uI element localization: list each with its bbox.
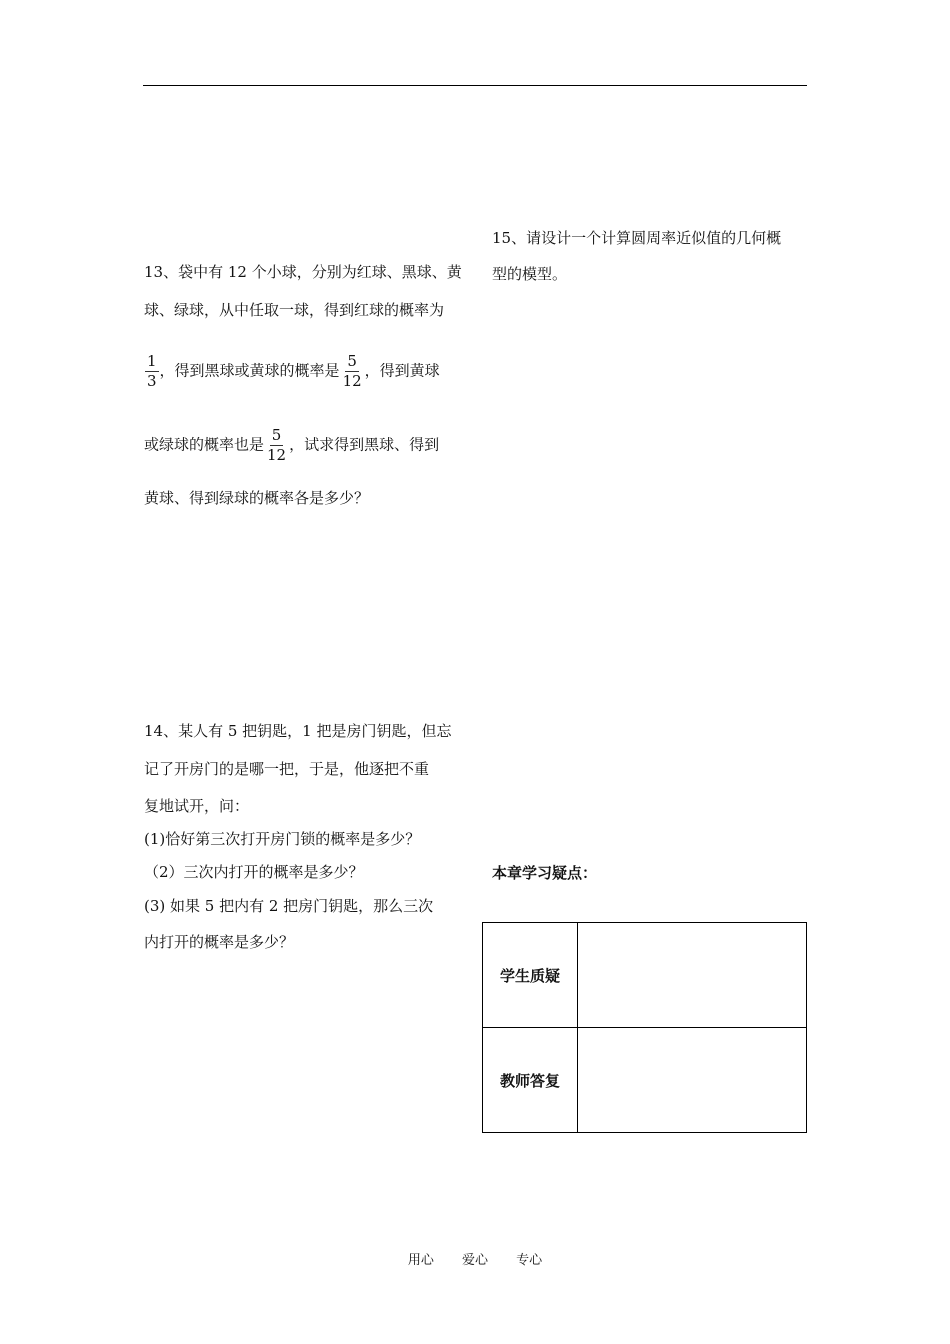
student-question-label: 学生质疑 (483, 923, 578, 1028)
q14-line-3: 复地试开，问： (144, 797, 250, 815)
header-rule (143, 85, 807, 86)
q14-line-5: （2）三次内打开的概率是多少？ (144, 863, 364, 881)
q13-line-2: 球、绿球，从中任取一球，得到红球的概率为 (144, 301, 445, 319)
doubts-table (482, 922, 807, 1133)
teacher-reply-cell[interactable] (578, 1028, 807, 1133)
q15-line-2: 型的模型。 (492, 265, 568, 283)
footer-item-1: 用心 (407, 1253, 434, 1268)
student-question-cell[interactable] (578, 923, 807, 1028)
fraction-one-third: $\frac{1}{3}$ (147, 352, 157, 390)
fraction-five-twelfths-2: $\frac{5}{12}$ (267, 426, 287, 464)
q15-line-1: 15、请设计一个计算圆周率近似值的几何概 (492, 229, 782, 247)
table-row (483, 1028, 807, 1133)
fraction-five-twelfths: $\frac{5}{12}$ (342, 352, 362, 390)
q14-line-6: (3) 如果 5 把内有 2 把房门钥匙，那么三次 (144, 897, 434, 915)
q14-line-1: 14、某人有 5 把钥匙，1 把是房门钥匙，但忘 (144, 722, 452, 740)
teacher-reply-label: 教师答复 (483, 1028, 578, 1133)
q13-line-1: 13、袋中有 12 个小球，分别为红球、黑球、黄 (144, 263, 462, 281)
page-footer (0, 1249, 950, 1268)
q13-line-5: 黄球、得到绿球的概率各是多少？ (144, 489, 370, 507)
doubts-title: 本章学习疑点： (492, 864, 598, 882)
q13-line-4: 或绿球的概率也是 $\frac{5}{12}$ ，试求得到黑球、得到 (144, 426, 440, 464)
q14-line-7: 内打开的概率是多少？ (144, 933, 295, 951)
footer-item-3: 专心 (516, 1253, 543, 1268)
footer-item-2: 爱心 (461, 1253, 488, 1268)
q13-line-3: $\frac{1}{3}$ ，得到黑球或黄球的概率是 $\frac{5}{12}$ ，得到黄球 (147, 352, 440, 390)
q14-line-4: (1)恰好第三次打开房门锁的概率是多少？ (144, 830, 421, 848)
table-row (483, 923, 807, 1028)
q14-line-2: 记了开房门的是哪一把，于是，他逐把不重 (144, 760, 430, 778)
